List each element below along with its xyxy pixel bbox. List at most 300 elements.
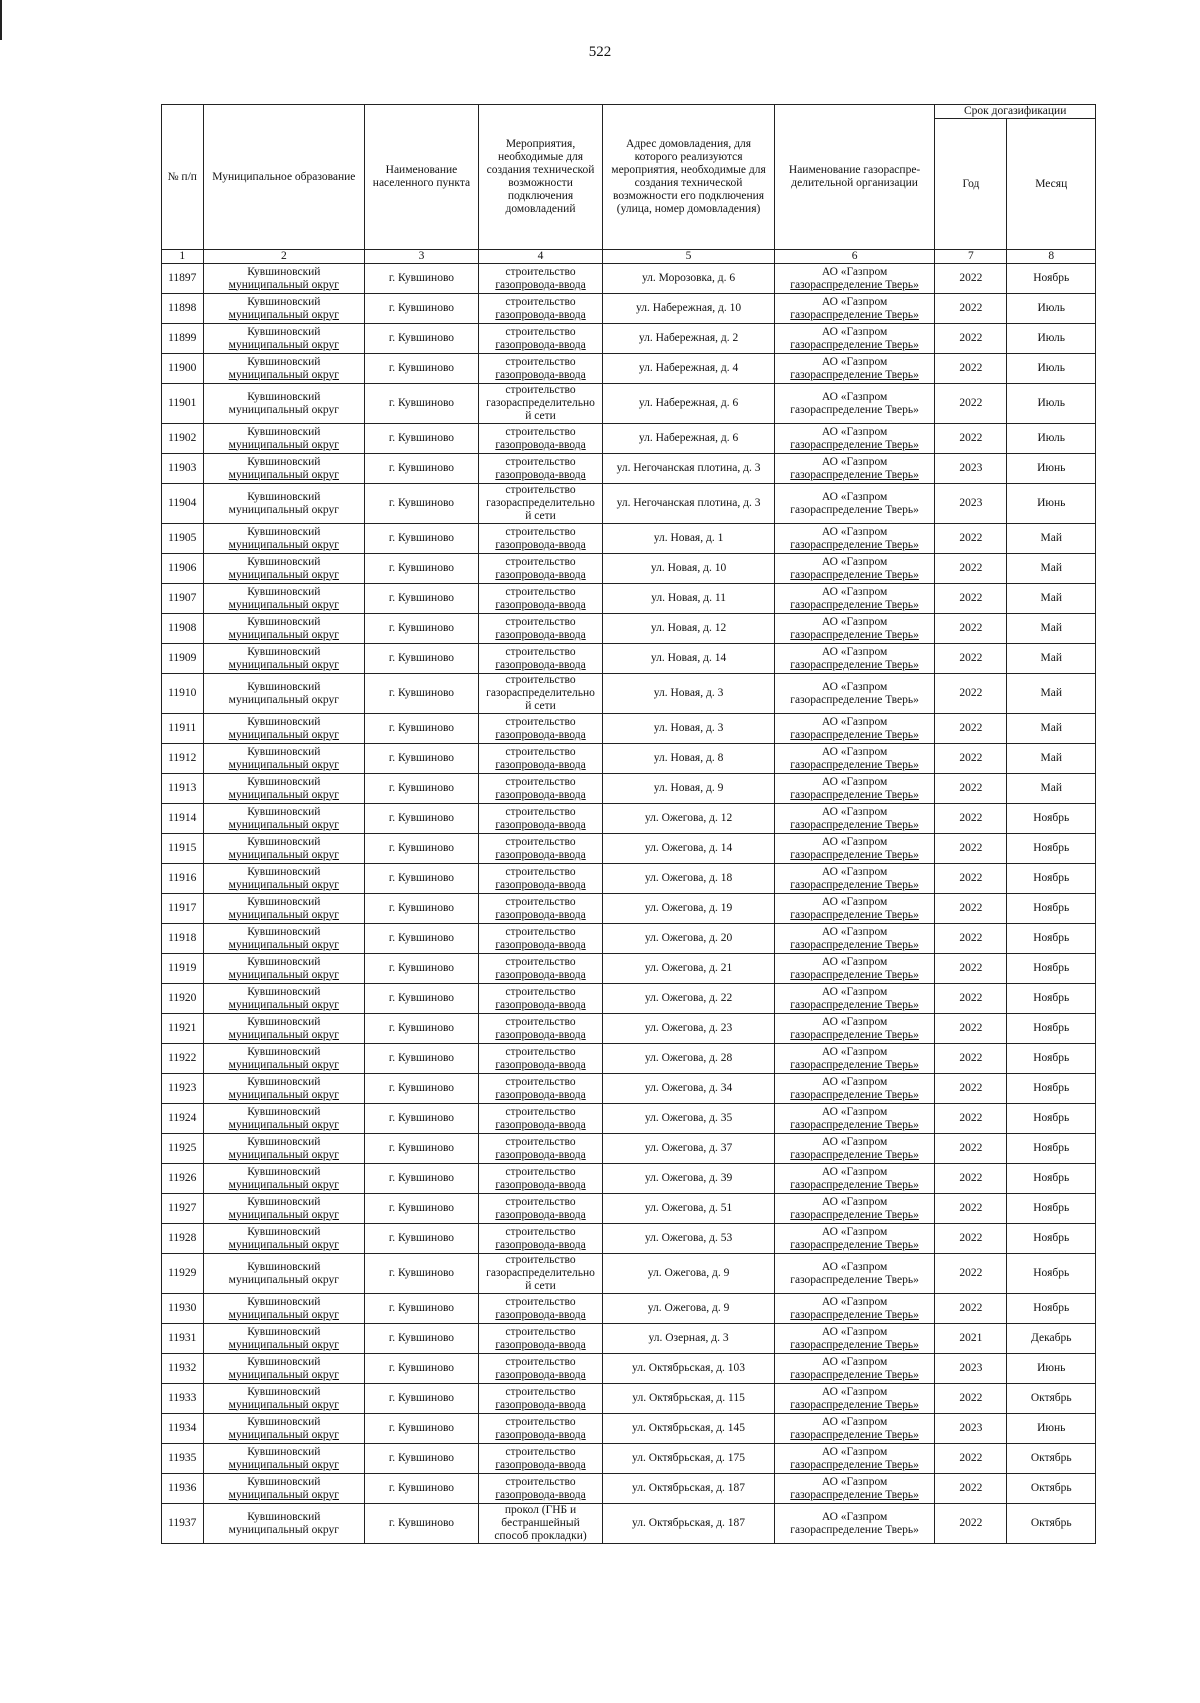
column-number: 5 [603,250,775,264]
address-cell: ул. Набережная, д. 6 [603,384,775,424]
year-cell: 2022 [935,834,1007,864]
locality-cell: г. Кувшиново [365,804,479,834]
table-row [162,744,1096,774]
row-number: 11915 [162,834,204,864]
municipality-line: муниципальный округ [228,693,339,706]
measure-cell [478,264,603,294]
municipality-line: муниципальный округ [228,568,339,581]
municipality-line: муниципальный округ [228,758,339,771]
municipality-cell [203,1254,365,1294]
municipality-line: муниципальный округ [228,1148,339,1161]
address-cell: ул. Октябрьская, д. 115 [603,1384,775,1414]
year-cell: 2022 [935,774,1007,804]
address-cell: ул. Ожегова, д. 20 [603,924,775,954]
municipality-line: Кувшиновский [247,1135,321,1148]
measure-cell [478,1384,603,1414]
municipality-cell [203,1014,365,1044]
measure-line: газопровода-ввода [495,1058,586,1071]
org-line: АО «Газпром [821,265,888,278]
measure-line: строительство [505,325,576,338]
org-line: газораспределение Тверь» [790,818,919,831]
org-line: газораспределение Тверь» [790,1273,919,1286]
measure-line: газопровода-ввода [495,628,586,641]
table-row [162,1134,1096,1164]
measure-line: газопровода-ввода [495,438,586,451]
table-row [162,714,1096,744]
address-cell: ул. Ожегова, д. 19 [603,894,775,924]
org-line: газораспределение Тверь» [790,788,919,801]
measure-line: газопровода-ввода [495,368,586,381]
municipality-line: Кувшиновский [247,265,321,278]
measure-cell [478,1414,603,1444]
table-row [162,294,1096,324]
table-row [162,1504,1096,1544]
measure-line: строительство [505,615,576,628]
month-cell: Июнь [1007,484,1096,524]
org-cell [774,1324,935,1354]
org-cell [774,1254,935,1294]
org-cell [774,744,935,774]
measure-line: строительство [505,1445,576,1458]
table-row [162,1474,1096,1504]
month-cell: Май [1007,584,1096,614]
municipality-cell [203,384,365,424]
row-number: 11916 [162,864,204,894]
municipality-line: Кувшиновский [247,1195,321,1208]
org-line: газораспределение Тверь» [790,628,919,641]
measure-line: строительство [505,1225,576,1238]
year-cell: 2022 [935,424,1007,454]
municipality-line: Кувшиновский [247,775,321,788]
table-body [162,264,1096,1544]
measure-line: строительство [505,455,576,468]
row-number: 11917 [162,894,204,924]
municipality-line: муниципальный округ [228,1178,339,1191]
org-line: АО «Газпром [821,1295,888,1308]
measure-line: газопровода-ввода [495,758,586,771]
org-line: АО «Газпром [821,425,888,438]
org-line: газораспределение Тверь» [790,1458,919,1471]
row-number: 11925 [162,1134,204,1164]
municipality-line: муниципальный округ [228,658,339,671]
org-line: газораспределение Тверь» [790,278,919,291]
measure-line: строительство [505,955,576,968]
org-line: АО «Газпром [821,1105,888,1118]
month-cell: Май [1007,644,1096,674]
org-line: газораспределение Тверь» [790,1488,919,1501]
row-number: 11920 [162,984,204,1014]
measure-line: строительство [505,865,576,878]
municipality-line: Кувшиновский [247,555,321,568]
municipality-line: муниципальный округ [228,908,339,921]
address-cell: ул. Ожегова, д. 39 [603,1164,775,1194]
measure-line: строительство [505,775,576,788]
org-line: АО «Газпром [821,835,888,848]
municipality-cell [203,1194,365,1224]
locality-cell: г. Кувшиново [365,1354,479,1384]
row-number: 11897 [162,264,204,294]
org-line: газораспределение Тверь» [790,1308,919,1321]
year-cell: 2022 [935,1074,1007,1104]
org-cell [774,614,935,644]
org-line: АО «Газпром [821,295,888,308]
municipality-line: Кувшиновский [247,455,321,468]
locality-cell: г. Кувшиново [365,484,479,524]
address-cell: ул. Ожегова, д. 9 [603,1254,775,1294]
measure-line: строительство [505,645,576,658]
measure-cell [478,584,603,614]
address-cell: ул. Ожегова, д. 37 [603,1134,775,1164]
measure-line: газопровода-ввода [495,338,586,351]
municipality-line: Кувшиновский [247,425,321,438]
measure-line: строительство [505,1355,576,1368]
org-line: газораспределение Тверь» [790,693,919,706]
municipality-line: муниципальный округ [228,1458,339,1471]
municipality-line: Кувшиновский [247,1475,321,1488]
address-cell: ул. Ожегова, д. 18 [603,864,775,894]
measure-line: газопровода-ввода [495,1488,586,1501]
year-cell: 2022 [935,1444,1007,1474]
municipality-cell [203,954,365,984]
org-line: АО «Газпром [821,1475,888,1488]
municipality-line: Кувшиновский [247,390,321,403]
municipality-cell [203,894,365,924]
municipality-cell [203,454,365,484]
municipality-cell [203,1504,365,1544]
org-line: АО «Газпром [821,805,888,818]
locality-cell: г. Кувшиново [365,644,479,674]
municipality-line: Кувшиновский [247,490,321,503]
municipality-cell [203,424,365,454]
measure-line: строительство [505,1415,576,1428]
table-row [162,614,1096,644]
municipality-line: Кувшиновский [247,645,321,658]
org-line: газораспределение Тверь» [790,338,919,351]
table-row [162,774,1096,804]
month-cell: Май [1007,714,1096,744]
municipality-cell [203,984,365,1014]
table-row [162,484,1096,524]
address-cell: ул. Набережная, д. 10 [603,294,775,324]
locality-cell: г. Кувшиново [365,1134,479,1164]
table-row [162,834,1096,864]
org-line: газораспределение Тверь» [790,848,919,861]
org-cell [774,714,935,744]
month-cell: Ноябрь [1007,894,1096,924]
org-line: АО «Газпром [821,390,888,403]
org-line: газораспределение Тверь» [790,1398,919,1411]
org-cell [774,1384,935,1414]
row-number: 11906 [162,554,204,584]
org-line: АО «Газпром [821,1165,888,1178]
row-number: 11921 [162,1014,204,1044]
table-row [162,644,1096,674]
measure-cell [478,804,603,834]
municipality-cell [203,354,365,384]
month-cell: Ноябрь [1007,1194,1096,1224]
municipality-line: муниципальный округ [228,468,339,481]
locality-cell: г. Кувшиново [365,1074,479,1104]
municipality-line: Кувшиновский [247,1260,321,1273]
municipality-line: Кувшиновский [247,525,321,538]
row-number: 11913 [162,774,204,804]
locality-cell: г. Кувшиново [365,1254,479,1294]
municipality-line: Кувшиновский [247,680,321,693]
org-line: газораспределение Тверь» [790,1058,919,1071]
org-cell [774,584,935,614]
municipality-line: муниципальный округ [228,438,339,451]
municipality-line: муниципальный округ [228,368,339,381]
measure-line: строительство [505,674,576,686]
month-cell: Декабрь [1007,1324,1096,1354]
org-cell [774,1504,935,1544]
measure-line: строительство [505,1015,576,1028]
row-number: 11932 [162,1354,204,1384]
measure-line: строительство [505,265,576,278]
locality-cell: г. Кувшиново [365,1164,479,1194]
municipality-cell [203,1074,365,1104]
row-number: 11930 [162,1294,204,1324]
municipality-line: муниципальный округ [228,1273,339,1286]
header-deadline-group: Срок догазификации [935,105,1096,119]
measure-line: строительство [505,1105,576,1118]
row-number: 11918 [162,924,204,954]
measure-line: газопровода-ввода [495,468,586,481]
org-line: АО «Газпром [821,1415,888,1428]
locality-cell: г. Кувшиново [365,584,479,614]
org-line: АО «Газпром [821,355,888,368]
municipality-line: муниципальный округ [228,968,339,981]
measure-line: газопровода-ввода [495,1118,586,1131]
month-cell: Июль [1007,384,1096,424]
table-row [162,454,1096,484]
municipality-cell [203,1384,365,1414]
org-line: АО «Газпром [821,715,888,728]
year-cell: 2022 [935,954,1007,984]
year-cell: 2022 [935,1294,1007,1324]
measure-line: строительство [505,555,576,568]
measure-line: газораспределительно [486,397,595,409]
year-cell: 2022 [935,744,1007,774]
measure-cell [478,714,603,744]
measure-line: газопровода-ввода [495,598,586,611]
measure-line: газопровода-ввода [495,538,586,551]
locality-cell: г. Кувшиново [365,424,479,454]
org-line: АО «Газпром [821,775,888,788]
measure-line: газопровода-ввода [495,658,586,671]
municipality-cell [203,324,365,354]
org-line: АО «Газпром [821,1260,888,1273]
year-cell: 2022 [935,1134,1007,1164]
org-line: АО «Газпром [821,1195,888,1208]
address-cell: ул. Ожегова, д. 35 [603,1104,775,1134]
address-cell: ул. Новая, д. 12 [603,614,775,644]
municipality-line: муниципальный округ [228,818,339,831]
measure-cell [478,1294,603,1324]
locality-cell: г. Кувшиново [365,674,479,714]
address-cell: ул. Новая, д. 1 [603,524,775,554]
municipality-line: муниципальный округ [228,848,339,861]
municipality-line: муниципальный округ [228,278,339,291]
municipality-line: муниципальный округ [228,403,339,416]
municipality-line: Кувшиновский [247,1385,321,1398]
org-cell [774,1294,935,1324]
row-number: 11911 [162,714,204,744]
measure-cell [478,1254,603,1294]
table-row [162,1414,1096,1444]
year-cell: 2022 [935,324,1007,354]
org-cell [774,454,935,484]
address-cell: ул. Новая, д. 3 [603,714,775,744]
locality-cell: г. Кувшиново [365,1414,479,1444]
year-cell: 2022 [935,1474,1007,1504]
org-cell [774,834,935,864]
year-cell: 2022 [935,524,1007,554]
measure-line: газопровода-ввода [495,728,586,741]
table-row [162,1074,1096,1104]
month-cell: Май [1007,674,1096,714]
column-number: 4 [478,250,603,264]
measure-line: й сети [525,1280,556,1292]
municipality-cell [203,744,365,774]
row-number: 11922 [162,1044,204,1074]
table-row [162,864,1096,894]
table-row [162,674,1096,714]
locality-cell: г. Кувшиново [365,1044,479,1074]
org-line: газораспределение Тверь» [790,403,919,416]
year-cell: 2022 [935,804,1007,834]
locality-cell: г. Кувшиново [365,354,479,384]
measure-line: строительство [505,1045,576,1058]
org-line: газораспределение Тверь» [790,908,919,921]
municipality-line: Кувшиновский [247,1415,321,1428]
measure-line: газопровода-ввода [495,788,586,801]
locality-cell: г. Кувшиново [365,1324,479,1354]
org-cell [774,1194,935,1224]
month-cell: Июль [1007,324,1096,354]
table-row [162,1324,1096,1354]
locality-cell: г. Кувшиново [365,1384,479,1414]
org-line: АО «Газпром [821,1445,888,1458]
org-cell [774,984,935,1014]
address-cell: ул. Октябрьская, д. 175 [603,1444,775,1474]
year-cell: 2022 [935,1384,1007,1414]
measure-line: строительство [505,1135,576,1148]
year-cell: 2022 [935,644,1007,674]
org-cell [774,1074,935,1104]
year-cell: 2022 [935,864,1007,894]
year-cell: 2023 [935,454,1007,484]
measure-cell [478,1134,603,1164]
locality-cell: г. Кувшиново [365,294,479,324]
month-cell: Ноябрь [1007,1104,1096,1134]
table-row [162,894,1096,924]
month-cell: Ноябрь [1007,954,1096,984]
measure-cell [478,524,603,554]
org-line: АО «Газпром [821,645,888,658]
address-cell: ул. Новая, д. 3 [603,674,775,714]
column-number: 7 [935,250,1007,264]
org-line: АО «Газпром [821,680,888,693]
row-number: 11902 [162,424,204,454]
org-line: АО «Газпром [821,745,888,758]
measure-line: строительство [505,1195,576,1208]
address-cell: ул. Негочанская плотина, д. 3 [603,484,775,524]
locality-cell: г. Кувшиново [365,324,479,354]
measure-line: газопровода-ввода [495,568,586,581]
row-number: 11936 [162,1474,204,1504]
measure-cell [478,674,603,714]
measure-cell [478,1164,603,1194]
header-num: № п/п [162,105,204,250]
municipality-line: Кувшиновский [247,1105,321,1118]
municipality-line: Кувшиновский [247,985,321,998]
measure-line: способ прокладки) [494,1530,587,1542]
org-cell [774,1224,935,1254]
measure-line: строительство [505,1385,576,1398]
municipality-line: муниципальный округ [228,1368,339,1381]
measure-line: газораспределительно [486,1267,595,1279]
header-org: Наименование газораспре-делительной организации [774,105,935,250]
year-cell: 2022 [935,1104,1007,1134]
locality-cell: г. Кувшиново [365,1194,479,1224]
row-number: 11933 [162,1384,204,1414]
address-cell: ул. Набережная, д. 4 [603,354,775,384]
municipality-line: муниципальный округ [228,1398,339,1411]
row-number: 11923 [162,1074,204,1104]
header-locality: Наименование населенного пункта [365,105,479,250]
measure-line: строительство [505,525,576,538]
municipality-line: муниципальный округ [228,1058,339,1071]
page-number: 522 [588,44,612,60]
locality-cell: г. Кувшиново [365,744,479,774]
measure-line: строительство [505,1295,576,1308]
org-cell [774,1354,935,1384]
measure-line: газопровода-ввода [495,878,586,891]
org-line: АО «Газпром [821,585,888,598]
measure-line: строительство [505,484,576,496]
table-row [162,1224,1096,1254]
address-cell: ул. Ожегова, д. 21 [603,954,775,984]
org-line: АО «Газпром [821,925,888,938]
measure-line: бестраншейный [501,1517,580,1529]
table-row [162,264,1096,294]
measure-cell [478,454,603,484]
org-line: газораспределение Тверь» [790,468,919,481]
org-cell [774,674,935,714]
measure-cell [478,614,603,644]
month-cell: Октябрь [1007,1474,1096,1504]
org-line: АО «Газпром [821,325,888,338]
measure-cell [478,774,603,804]
measure-line: строительство [505,1475,576,1488]
address-cell: ул. Новая, д. 9 [603,774,775,804]
org-cell [774,1104,935,1134]
measure-line: строительство [505,425,576,438]
row-number: 11904 [162,484,204,524]
measure-line: газопровода-ввода [495,1208,586,1221]
municipality-line: Кувшиновский [247,325,321,338]
org-line: газораспределение Тверь» [790,1208,919,1221]
month-cell: Ноябрь [1007,924,1096,954]
year-cell: 2022 [935,674,1007,714]
locality-cell: г. Кувшиново [365,1294,479,1324]
municipality-line: муниципальный округ [228,628,339,641]
address-cell: ул. Морозовка, д. 6 [603,264,775,294]
municipality-line: муниципальный округ [228,1088,339,1101]
municipality-line: Кувшиновский [247,1325,321,1338]
month-cell: Июль [1007,424,1096,454]
